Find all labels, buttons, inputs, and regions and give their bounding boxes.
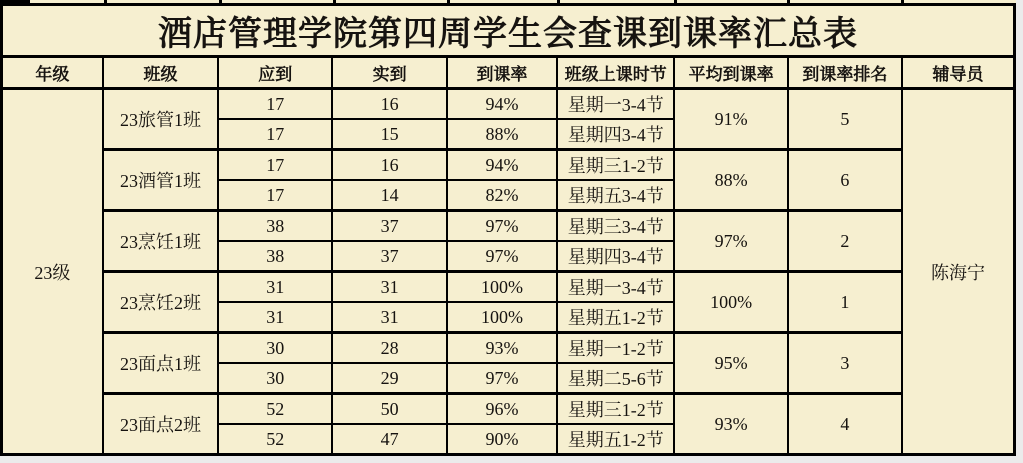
rate-cell: 97%: [447, 211, 557, 242]
border-stub: [901, 0, 904, 3]
rank-cell: 4: [788, 394, 902, 455]
expected-cell: 17: [218, 180, 332, 211]
border-stub: [219, 0, 222, 3]
rate-cell: 94%: [447, 89, 557, 120]
expected-cell: 38: [218, 211, 332, 242]
avg-rate-cell: 100%: [674, 272, 787, 333]
actual-cell: 16: [332, 89, 446, 120]
expected-cell: 17: [218, 89, 332, 120]
rate-cell: 90%: [447, 424, 557, 455]
header-class: 班级: [103, 57, 218, 89]
session-cell: 星期四3-4节: [557, 119, 674, 150]
rate-cell: 94%: [447, 150, 557, 181]
session-cell: 星期一3-4节: [557, 89, 674, 120]
rate-cell: 100%: [447, 272, 557, 303]
header-actual: 实到: [332, 57, 446, 89]
expected-cell: 31: [218, 272, 332, 303]
header-session: 班级上课时节: [557, 57, 674, 89]
rate-cell: 97%: [447, 363, 557, 394]
actual-cell: 31: [332, 302, 446, 333]
class-cell: 23面点1班: [103, 333, 218, 394]
header-expected: 应到: [218, 57, 332, 89]
actual-cell: 31: [332, 272, 446, 303]
actual-cell: 37: [332, 211, 446, 242]
border-stub: [787, 0, 790, 3]
rate-cell: 96%: [447, 394, 557, 425]
table-title: 酒店管理学院第四周学生会查课到课率汇总表: [2, 5, 1015, 57]
avg-rate-cell: 88%: [674, 150, 787, 211]
expected-cell: 30: [218, 363, 332, 394]
session-cell: 星期五1-2节: [557, 424, 674, 455]
actual-cell: 47: [332, 424, 446, 455]
grade-cell: 23级: [2, 89, 103, 455]
expected-cell: 52: [218, 394, 332, 425]
expected-cell: 17: [218, 119, 332, 150]
rate-cell: 93%: [447, 333, 557, 364]
rank-cell: 5: [788, 89, 902, 150]
border-stub: [557, 0, 560, 3]
avg-rate-cell: 91%: [674, 89, 787, 150]
class-cell: 23面点2班: [103, 394, 218, 455]
rate-cell: 82%: [447, 180, 557, 211]
class-cell: 23酒管1班: [103, 150, 218, 211]
header-avg-rate: 平均到课率: [674, 57, 787, 89]
class-cell: 23烹饪2班: [103, 272, 218, 333]
session-cell: 星期三1-2节: [557, 394, 674, 425]
actual-cell: 16: [332, 150, 446, 181]
header-grade: 年级: [2, 57, 103, 89]
session-cell: 星期五3-4节: [557, 180, 674, 211]
session-cell: 星期四3-4节: [557, 241, 674, 272]
session-cell: 星期三1-2节: [557, 150, 674, 181]
actual-cell: 28: [332, 333, 446, 364]
session-cell: 星期一3-4节: [557, 272, 674, 303]
counselor-cell: 陈海宁: [902, 89, 1014, 455]
border-stub: [333, 0, 336, 3]
session-cell: 星期五1-2节: [557, 302, 674, 333]
expected-cell: 38: [218, 241, 332, 272]
border-stub: [674, 0, 677, 3]
border-stub: [0, 0, 30, 3]
header-rate: 到课率: [447, 57, 557, 89]
rate-cell: 97%: [447, 241, 557, 272]
rank-cell: 2: [788, 211, 902, 272]
class-cell: 23烹饪1班: [103, 211, 218, 272]
actual-cell: 50: [332, 394, 446, 425]
cropped-row-above-sliver: [0, 0, 1016, 3]
border-stub: [447, 0, 450, 3]
session-cell: 星期二5-6节: [557, 363, 674, 394]
attendance-summary-table: [0, 3, 1016, 456]
session-cell: 星期三3-4节: [557, 211, 674, 242]
expected-cell: 52: [218, 424, 332, 455]
expected-cell: 30: [218, 333, 332, 364]
avg-rate-cell: 97%: [674, 211, 787, 272]
actual-cell: 29: [332, 363, 446, 394]
actual-cell: 15: [332, 119, 446, 150]
rank-cell: 3: [788, 333, 902, 394]
actual-cell: 37: [332, 241, 446, 272]
avg-rate-cell: 93%: [674, 394, 787, 455]
avg-rate-cell: 95%: [674, 333, 787, 394]
rank-cell: 1: [788, 272, 902, 333]
border-stub: [104, 0, 107, 3]
rate-cell: 100%: [447, 302, 557, 333]
header-counselor: 辅导员: [902, 57, 1014, 89]
expected-cell: 31: [218, 302, 332, 333]
expected-cell: 17: [218, 150, 332, 181]
actual-cell: 14: [332, 180, 446, 211]
rate-cell: 88%: [447, 119, 557, 150]
class-cell: 23旅管1班: [103, 89, 218, 150]
header-rank: 到课率排名: [788, 57, 902, 89]
rank-cell: 6: [788, 150, 902, 211]
session-cell: 星期一1-2节: [557, 333, 674, 364]
